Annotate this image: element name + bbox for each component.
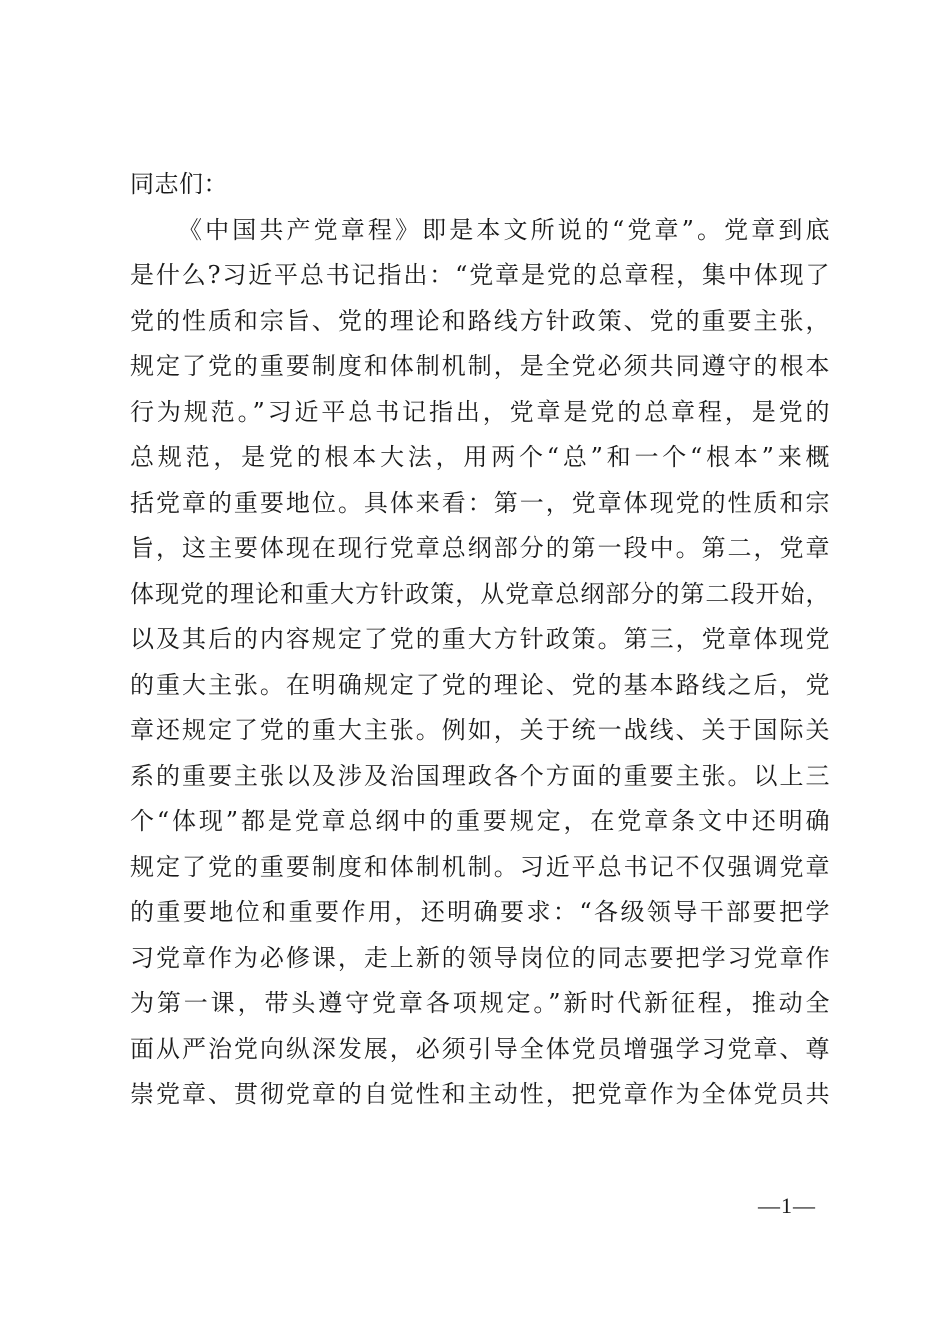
paragraph-line: 系的重要主张以及涉及治国理政各个方面的重要主张。以上三 (130, 761, 830, 790)
paragraph-line: 规定了党的重要制度和体制机制。习近平总书记不仅强调党章 (130, 852, 830, 881)
paragraph-line: 《中国共产党章程》即是本文所说的“党章”。党章到底 (178, 215, 830, 244)
paragraph-line: 面从严治党向纵深发展，必须引导全体党员增强学习党章、尊 (130, 1034, 830, 1063)
paragraph-line: 行为规范。”习近平总书记指出，党章是党的总章程，是党的 (130, 397, 830, 426)
paragraph-line: 党的性质和宗旨、党的理论和路线方针政策、党的重要主张， (130, 306, 830, 335)
paragraph-line: 规定了党的重要制度和体制机制，是全党必须共同遵守的根本 (130, 352, 830, 380)
greeting: 同志们： (130, 170, 228, 198)
paragraph-line: 章还规定了党的重大主张。例如，关于统一战线、关于国际关 (130, 716, 830, 744)
paragraph-line: 的重要地位和重要作用，还明确要求：“各级领导干部要把学 (130, 898, 830, 926)
paragraph-line: 总规范，是党的根本大法，用两个“总”和一个“根本”来概 (130, 443, 830, 471)
paragraph-line: 为第一课，带头遵守党章各项规定。”新时代新征程，推动全 (130, 989, 830, 1017)
paragraph-line: 是什么?习近平总书记指出：“党章是党的总章程，集中体现了 (130, 261, 830, 289)
page-number: —1— (758, 1193, 816, 1218)
body-text (130, 162, 830, 1118)
paragraph-line: 崇党章、贯彻党章的自觉性和主动性，把党章作为全体党员共 (130, 1080, 830, 1108)
paragraph-line: 个“体现”都是党章总纲中的重要规定，在党章条文中还明确 (130, 807, 830, 835)
paragraph-line: 的重大主张。在明确规定了党的理论、党的基本路线之后，党 (130, 670, 830, 699)
paragraph-line: 旨，这主要体现在现行党章总纲部分的第一段中。第二，党章 (130, 534, 830, 562)
paragraph-line: 习党章作为必修课，走上新的领导岗位的同志要把学习党章作 (130, 943, 830, 972)
paragraph-line: 括党章的重要地位。具体来看：第一，党章体现党的性质和宗 (130, 488, 830, 517)
paragraph-line: 以及其后的内容规定了党的重大方针政策。第三，党章体现党 (130, 625, 830, 653)
paragraph-line: 体现党的理论和重大方针政策，从党章总纲部分的第二段开始， (130, 579, 830, 608)
